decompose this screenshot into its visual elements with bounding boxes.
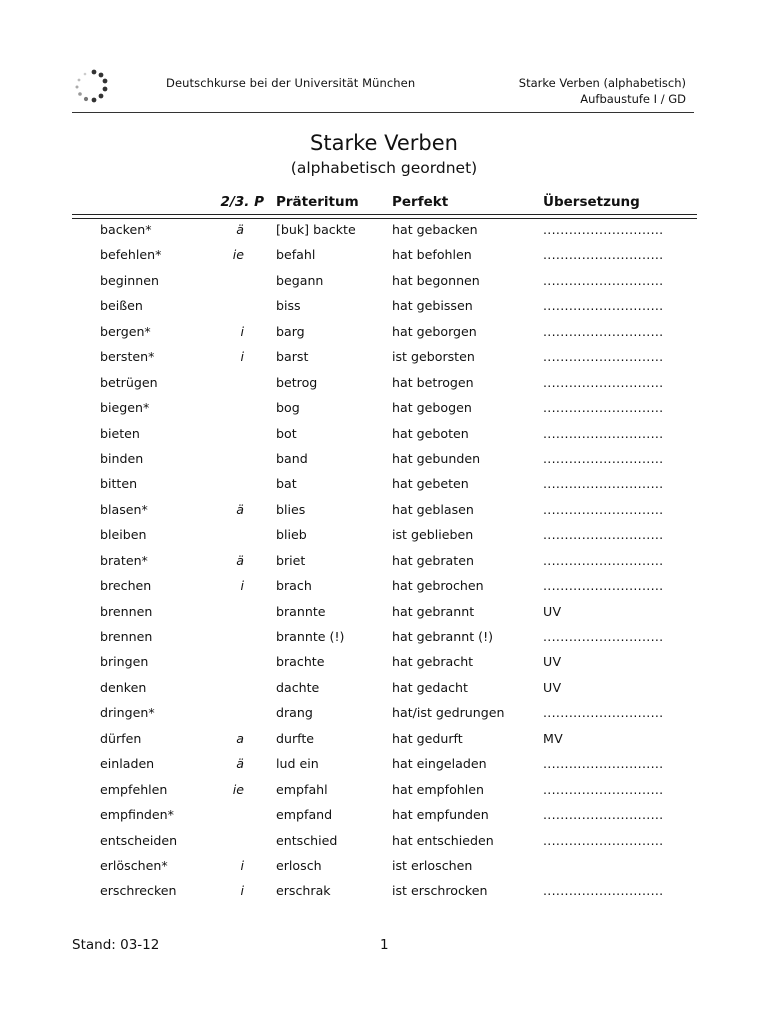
- uebersetzung-cell: ............................: [543, 578, 664, 594]
- perfekt-cell: hat gedacht: [392, 679, 468, 695]
- table-row: [0, 502, 768, 527]
- column-header-uebersetzung: Übersetzung: [543, 194, 640, 210]
- praeteritum-cell: bot: [276, 425, 297, 441]
- perfekt-cell: hat gebissen: [392, 298, 473, 314]
- uebersetzung-cell: ............................: [543, 476, 664, 492]
- verb-cell: biegen*: [100, 400, 150, 416]
- uebersetzung-cell: UV: [543, 603, 562, 619]
- verb-cell: denken: [100, 679, 147, 695]
- perfekt-cell: hat empfunden: [392, 807, 489, 823]
- table-row: [0, 782, 768, 807]
- perfekt-cell: hat gebrannt (!): [392, 629, 494, 644]
- perfekt-cell: hat begonnen: [392, 272, 480, 288]
- verb-cell: dürfen: [100, 730, 142, 746]
- page-title: Starke Verben: [310, 131, 458, 155]
- uebersetzung-cell: UV: [543, 679, 562, 695]
- verb-cell: betrügen: [100, 374, 158, 390]
- person-cell: i: [240, 349, 244, 365]
- praeteritum-cell: briet: [276, 552, 306, 568]
- uebersetzung-cell: ............................: [543, 272, 664, 288]
- uebersetzung-cell: ............................: [543, 781, 664, 797]
- table-row: [0, 222, 768, 247]
- verb-cell: erschrecken: [100, 883, 177, 899]
- perfekt-cell: hat gebogen: [392, 400, 472, 416]
- perfekt-cell: hat gedurft: [392, 730, 463, 746]
- praeteritum-cell: erschrak: [276, 883, 331, 899]
- person-cell: ie: [232, 781, 244, 797]
- table-row: [0, 553, 768, 578]
- praeteritum-cell: erlosch: [276, 857, 322, 873]
- uebersetzung-cell: ............................: [543, 527, 664, 543]
- uebersetzung-cell: ............................: [543, 323, 664, 339]
- person-cell: ä: [236, 501, 244, 517]
- praeteritum-cell: lud ein: [276, 756, 319, 772]
- table-row: [0, 680, 768, 705]
- perfekt-cell: hat gebraten: [392, 552, 474, 568]
- header-doc-title: Starke Verben (alphabetisch): [518, 76, 686, 90]
- verb-cell: brechen: [100, 578, 152, 594]
- praeteritum-cell: befahl: [276, 247, 316, 263]
- table-row: [0, 527, 768, 552]
- table-row: [0, 400, 768, 425]
- praeteritum-cell: entschied: [276, 832, 338, 848]
- verb-cell: backen*: [100, 222, 152, 237]
- table-row: [0, 426, 768, 451]
- table-row: [0, 324, 768, 349]
- perfekt-cell: hat gebeten: [392, 476, 469, 492]
- column-header-perfekt: Perfekt: [392, 194, 449, 210]
- perfekt-cell: hat betrogen: [392, 374, 474, 390]
- perfekt-cell: hat eingeladen: [392, 756, 487, 772]
- uebersetzung-cell: ............................: [543, 629, 664, 644]
- uebersetzung-cell: ............................: [543, 450, 664, 466]
- uebersetzung-cell: ............................: [543, 400, 664, 416]
- page-subtitle: (alphabetisch geordnet): [290, 159, 478, 177]
- table-row: [0, 858, 768, 883]
- uebersetzung-cell: MV: [543, 730, 564, 746]
- person-cell: i: [240, 323, 244, 339]
- perfekt-cell: hat gebunden: [392, 450, 481, 466]
- header-institution: Deutschkurse bei der Universität München: [166, 76, 416, 90]
- perfekt-cell: hat geblasen: [392, 501, 474, 517]
- table-row: [0, 731, 768, 756]
- table-header-rule-double: [72, 218, 697, 219]
- perfekt-cell: hat geborgen: [392, 323, 477, 339]
- person-cell: a: [236, 730, 244, 746]
- table-row: [0, 578, 768, 603]
- perfekt-cell: hat gebrannt: [392, 603, 475, 619]
- person-cell: ä: [236, 552, 244, 568]
- perfekt-cell: hat gebracht: [392, 654, 474, 670]
- verb-cell: bleiben: [100, 527, 147, 543]
- table-row: [0, 451, 768, 476]
- praeteritum-cell: blies: [276, 501, 306, 517]
- praeteritum-cell: begann: [276, 272, 324, 288]
- praeteritum-cell: band: [276, 450, 308, 466]
- verb-cell: empfinden*: [100, 807, 174, 823]
- uebersetzung-cell: ............................: [543, 552, 664, 568]
- verb-cell: bergen*: [100, 323, 151, 339]
- praeteritum-cell: bat: [276, 476, 297, 492]
- uebersetzung-cell: ............................: [543, 807, 664, 823]
- praeteritum-cell: biss: [276, 298, 301, 314]
- verb-cell: binden: [100, 450, 144, 466]
- uebersetzung-cell: ............................: [543, 374, 664, 390]
- praeteritum-cell: durfte: [276, 730, 315, 746]
- praeteritum-cell: blieb: [276, 527, 307, 543]
- table-row: [0, 883, 768, 908]
- person-cell: ä: [236, 222, 244, 237]
- praeteritum-cell: empfahl: [276, 781, 328, 797]
- perfekt-cell: hat gebacken: [392, 222, 478, 237]
- table-row: [0, 756, 768, 781]
- uebersetzung-cell: ............................: [543, 705, 664, 721]
- praeteritum-cell: barst: [276, 349, 309, 365]
- perfekt-cell: ist erloschen: [392, 857, 473, 873]
- person-cell: i: [240, 883, 244, 899]
- verb-cell: blasen*: [100, 501, 148, 517]
- verb-cell: entscheiden: [100, 832, 178, 848]
- table-row: [0, 273, 768, 298]
- university-logo: [72, 68, 110, 104]
- verb-cell: bieten: [100, 425, 140, 441]
- praeteritum-cell: betrog: [276, 374, 318, 390]
- praeteritum-cell: brachte: [276, 654, 325, 670]
- person-cell: i: [240, 857, 244, 873]
- uebersetzung-cell: ............................: [543, 501, 664, 517]
- perfekt-cell: hat gebrochen: [392, 578, 484, 594]
- praeteritum-cell: brannte: [276, 603, 326, 619]
- verb-cell: bringen: [100, 654, 149, 670]
- uebersetzung-cell: ............................: [543, 756, 664, 772]
- uebersetzung-cell: UV: [543, 654, 562, 670]
- perfekt-cell: hat entschieden: [392, 832, 494, 848]
- column-header-praeteritum: Präteritum: [276, 194, 359, 210]
- perfekt-cell: hat/ist gedrungen: [392, 705, 505, 721]
- verb-cell: brennen: [100, 629, 153, 644]
- verb-cell: bitten: [100, 476, 138, 492]
- header-right: [519, 76, 686, 107]
- perfekt-cell: hat befohlen: [392, 247, 472, 263]
- table-header-rule: [72, 214, 697, 215]
- header-divider: [72, 112, 694, 113]
- verb-cell: braten*: [100, 552, 148, 568]
- verb-cell: brennen: [100, 603, 153, 619]
- praeteritum-cell: drang: [276, 705, 313, 721]
- verb-cell: beginnen: [100, 272, 159, 288]
- perfekt-cell: ist erschrocken: [392, 883, 488, 899]
- table-row: [0, 375, 768, 400]
- uebersetzung-cell: ............................: [543, 883, 664, 899]
- uebersetzung-cell: ............................: [543, 222, 664, 237]
- person-cell: i: [240, 578, 244, 594]
- table-row: [0, 654, 768, 679]
- verb-cell: empfehlen: [100, 781, 168, 797]
- perfekt-cell: hat geboten: [392, 425, 469, 441]
- verb-cell: beißen: [100, 298, 143, 314]
- table-row: [0, 247, 768, 272]
- perfekt-cell: ist geblieben: [392, 527, 474, 543]
- verb-cell: befehlen*: [100, 247, 162, 263]
- praeteritum-cell: dachte: [276, 679, 320, 695]
- table-row: [0, 705, 768, 730]
- praeteritum-cell: bog: [276, 400, 300, 416]
- verb-table: [0, 222, 768, 909]
- praeteritum-cell: [buk] backte: [276, 222, 356, 237]
- table-row: [0, 349, 768, 374]
- uebersetzung-cell: ............................: [543, 247, 664, 263]
- person-cell: ie: [232, 247, 244, 263]
- verb-cell: erlöschen*: [100, 857, 168, 873]
- verb-cell: einladen: [100, 756, 155, 772]
- table-row: [0, 476, 768, 501]
- perfekt-cell: ist geborsten: [392, 349, 475, 365]
- uebersetzung-cell: ............................: [543, 425, 664, 441]
- uebersetzung-cell: ............................: [543, 298, 664, 314]
- verb-cell: dringen*: [100, 705, 155, 721]
- praeteritum-cell: brach: [276, 578, 312, 594]
- column-header-person: 2/3. P: [220, 194, 264, 210]
- table-row: [0, 298, 768, 323]
- table-row: [0, 807, 768, 832]
- person-cell: ä: [236, 756, 244, 772]
- table-row: [0, 833, 768, 858]
- verb-cell: bersten*: [100, 349, 155, 365]
- praeteritum-cell: barg: [276, 323, 305, 339]
- praeteritum-cell: brannte (!): [276, 629, 345, 644]
- footer-stand: Stand: 03-12: [72, 937, 160, 953]
- praeteritum-cell: empfand: [276, 807, 333, 823]
- uebersetzung-cell: ............................: [543, 349, 664, 365]
- uebersetzung-cell: ............................: [543, 832, 664, 848]
- page-number: 1: [380, 937, 389, 953]
- table-row: [0, 629, 768, 654]
- header-level: Aufbaustufe I / GD: [580, 91, 686, 106]
- perfekt-cell: hat empfohlen: [392, 781, 484, 797]
- table-row: [0, 604, 768, 629]
